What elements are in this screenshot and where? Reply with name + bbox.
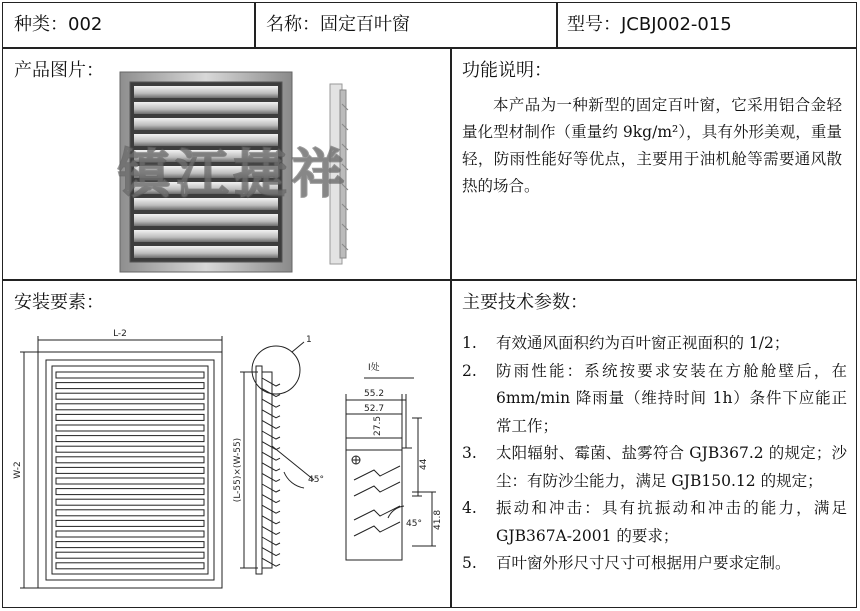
dim-27-5: 27.5 xyxy=(373,415,383,436)
width-dim-label: L-2 xyxy=(113,329,127,339)
side-slat xyxy=(262,420,280,428)
dim-52-7: 52.7 xyxy=(364,404,385,414)
side-slat xyxy=(262,505,280,513)
params-title: 主要技术参数： xyxy=(462,292,588,313)
height-dim-label: W-2 xyxy=(13,461,23,479)
drawing-slat xyxy=(56,499,204,505)
side-slat xyxy=(262,463,280,471)
louver-slat xyxy=(134,230,278,242)
side-slat xyxy=(262,389,280,397)
drawing-slat xyxy=(56,563,204,569)
drawing-slat xyxy=(56,531,204,537)
header-divider-1 xyxy=(254,2,256,48)
type-label: 种类：002 xyxy=(14,14,103,35)
install-drawing xyxy=(8,320,448,605)
model-label: 型号：JCBJ002-015 xyxy=(567,14,732,35)
side-slat xyxy=(262,399,280,407)
louver-slat xyxy=(134,102,278,114)
param-item: 2. 防雨性能：系统按要求安装在方舱舱壁后，在 6mm/min 降雨量（维持时间 1h）条件下应能正常工作； xyxy=(462,361,847,435)
side-slat xyxy=(262,431,280,439)
product-image-title: 产品图片： xyxy=(14,60,104,81)
drawing-slat xyxy=(56,467,204,473)
param-item: 4. 振动和冲击：具有抗振动和冲击的能力，满足 GJB367A-2001 的要求； xyxy=(462,499,847,545)
watermark: 镇江捷祥 xyxy=(118,145,351,205)
side-slat xyxy=(262,526,280,534)
drawing-slat xyxy=(56,446,204,452)
side-slat xyxy=(262,495,280,503)
side-slat xyxy=(262,558,280,566)
drawing-slat xyxy=(56,478,204,484)
louver-slat xyxy=(134,214,278,226)
dim-55-2: 55.2 xyxy=(364,389,385,399)
drawing-slat xyxy=(56,489,204,495)
side-slat xyxy=(262,537,280,545)
side-slat xyxy=(262,473,280,481)
louver-slat xyxy=(134,246,278,258)
drawing-slat xyxy=(56,404,204,410)
drawing-slat xyxy=(56,510,204,516)
detail-callout: 1 xyxy=(306,335,312,345)
drawing-slat xyxy=(56,520,204,526)
side-slat xyxy=(262,378,280,386)
drawing-slat xyxy=(56,393,204,399)
param-item: 3. 太阳辐射、霉菌、盐雾符合 GJB367.2 的规定；沙尘：有防沙尘能力，满足 GJB150.12 的规定； xyxy=(462,444,847,490)
name-label: 名称：固定百叶窗 xyxy=(266,14,410,35)
louver-slat xyxy=(134,118,278,130)
param-item: 1. 有效通风面积约为百叶窗正视面积的 1/2； xyxy=(462,334,790,352)
dim-44: 44 xyxy=(419,458,429,470)
drawing-slat xyxy=(56,552,204,558)
side-dim-label: (L-55)×(W-55) xyxy=(233,437,243,503)
side-slat xyxy=(262,548,280,556)
install-title: 安装要素： xyxy=(14,292,104,313)
side-slat xyxy=(262,452,280,460)
drawing-slat xyxy=(56,542,204,548)
drawing-slat xyxy=(56,372,204,378)
drawing-slat xyxy=(56,457,204,463)
header-divider-2 xyxy=(556,2,558,48)
drawing-slat xyxy=(56,383,204,389)
row-divider-1 xyxy=(2,47,857,49)
column-divider xyxy=(450,47,452,608)
angle-label: 45° xyxy=(308,475,324,485)
function-description: 本产品为一种新型的固定百叶窗，它采用铝合金轻量化型材制作（重量约 9kg/m²），具有外形美观，重量轻，防雨性能好等优点，主要用于油机舱等需要通风散热的场合。 xyxy=(462,96,842,195)
dim-41-8: 41.8 xyxy=(433,509,443,530)
side-slat xyxy=(262,484,280,492)
drawing-slat xyxy=(56,425,204,431)
detail-title: I处 xyxy=(368,363,380,373)
param-item: 5. 百叶窗外形尺寸尺寸可根据用户要求定制。 xyxy=(462,554,791,572)
drawing-slat xyxy=(56,436,204,442)
drawing-slat xyxy=(56,414,204,420)
row-divider-2 xyxy=(2,279,857,281)
side-slat xyxy=(262,410,280,418)
side-slat xyxy=(262,442,280,450)
params-list xyxy=(462,330,847,578)
function-title: 功能说明： xyxy=(462,60,552,81)
louver-slat xyxy=(134,86,278,98)
side-slat xyxy=(262,516,280,524)
detail-angle-label: 45° xyxy=(406,519,422,529)
